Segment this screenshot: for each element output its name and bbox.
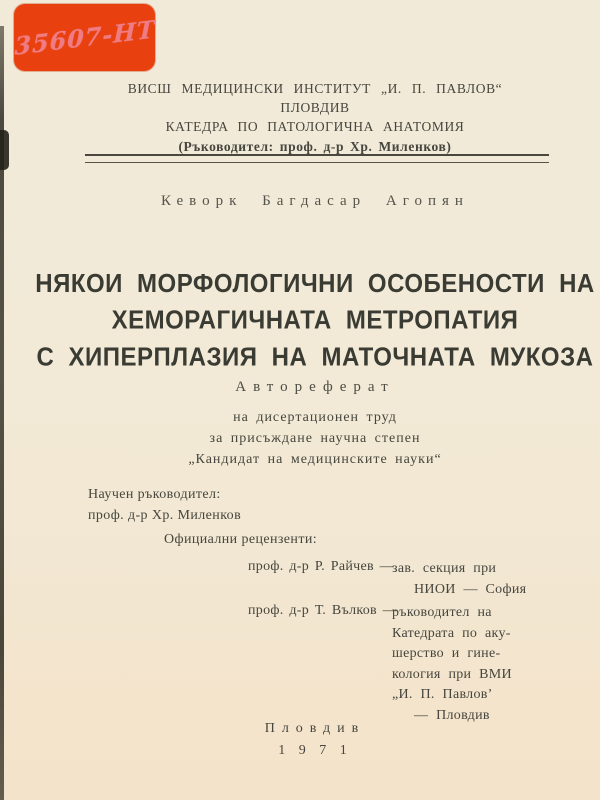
- reviewer-2-desc-line: — Пловдив: [414, 707, 490, 723]
- reviewer-2-desc-line: шерство и гине-: [392, 646, 501, 661]
- department-name: КАТЕДРА ПО ПАТОЛОГИЧНА АНАТОМИЯ: [165, 119, 465, 134]
- call-number-handwriting: 35607-НТ: [13, 14, 156, 61]
- department-head: (Ръководител: проф. д-р Хр. Миленков): [178, 139, 452, 154]
- institution-header: [30, 79, 600, 156]
- reviewer-2-name: проф. д-р Т. Вълков —: [248, 603, 398, 618]
- publication-city: Пловдив: [264, 721, 366, 736]
- reviewer-2-description: [392, 603, 552, 726]
- reviewer-1-description: [392, 559, 552, 600]
- spine-dark-mark: [0, 130, 9, 170]
- degree-statement: [30, 407, 600, 470]
- degree-line-2: за присъждане научна степен: [209, 431, 421, 446]
- reviewer-2-desc-line: Катедрата по аку-: [392, 625, 511, 641]
- reviewer-1-desc-line: зав. секция при: [392, 561, 497, 576]
- reviewer-1-name: проф. д-р Р. Райчев —: [248, 559, 395, 574]
- dissertation-title: [30, 266, 600, 376]
- library-call-number-sticker: [14, 4, 155, 71]
- reviewers-label: Официални рецензенти:: [164, 532, 318, 547]
- reviewer-1-desc-line: НИОИ — София: [414, 581, 527, 597]
- publication-year: 1 9 7 1: [278, 743, 352, 758]
- title-line-1: НЯКОИ МОРФОЛОГИЧНИ ОСОБЕНОСТИ НА: [35, 269, 595, 299]
- degree-line-3: „Кандидат на медицинските науки“: [188, 452, 442, 467]
- supervisor-block: [88, 484, 241, 526]
- institute-name: ВИСШ МЕДИЦИНСКИ ИНСТИТУТ „И. П. ПАВЛОВ“: [127, 81, 503, 96]
- degree-line-1: на дисертационен труд: [233, 410, 397, 425]
- reviewer-2-desc-line: кология при ВМИ: [392, 666, 512, 682]
- title-line-2: ХЕМОРАГИЧНАТА МЕТРОПАТИЯ: [111, 305, 519, 336]
- double-horizontal-rule: [85, 154, 549, 163]
- reviewer-2-desc-line: ръководител на: [392, 605, 492, 620]
- supervisor-name: проф. д-р Хр. Миленков: [88, 508, 242, 523]
- reviewer-2-desc-line: „И. П. Павлов’: [392, 687, 493, 702]
- institute-city: ПЛОВДИВ: [280, 100, 350, 115]
- title-line-3: С ХИПЕРПЛАЗИЯ НА МАТОЧНАТА МУКОЗА: [36, 342, 594, 372]
- author-name: Кеворк Багдасар Агопян: [161, 193, 469, 209]
- supervisor-label: Научен ръководител:: [88, 487, 221, 502]
- document-type-heading: Автореферат: [235, 379, 395, 395]
